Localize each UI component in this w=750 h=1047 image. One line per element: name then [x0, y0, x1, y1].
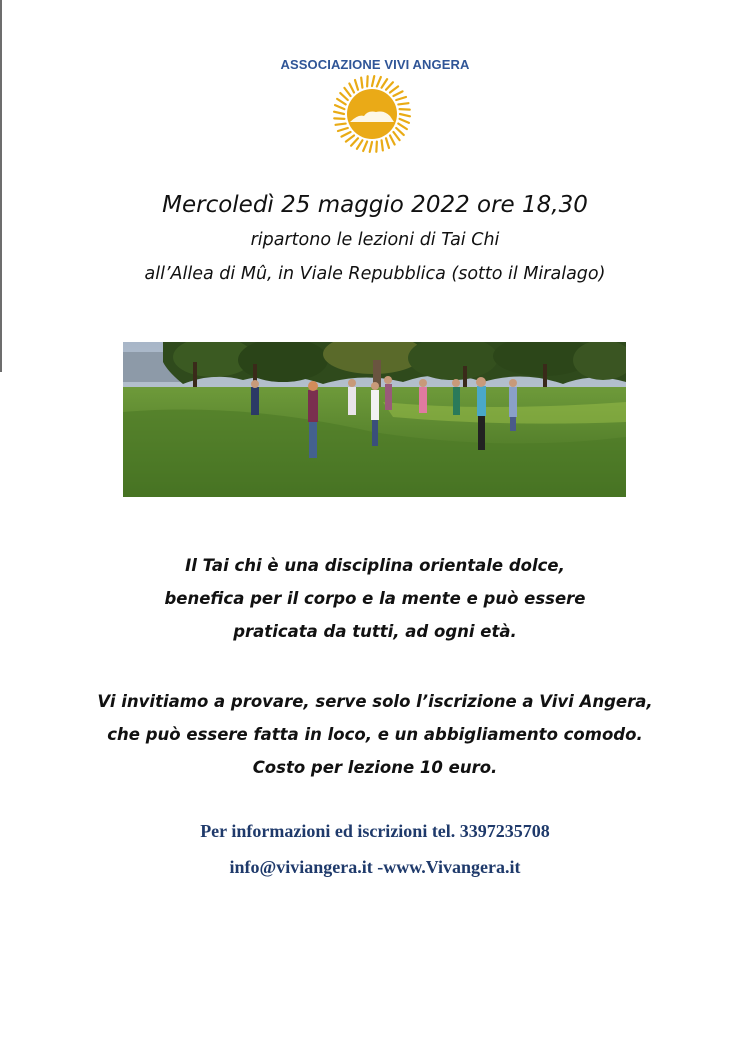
sun-ray: [351, 138, 358, 145]
sun-ray: [367, 76, 368, 86]
sun-ray: [386, 138, 389, 148]
sun-ray: [393, 91, 402, 96]
event-subtitle: ripartono le lezioni di Tai Chi: [250, 230, 500, 250]
sun-ray: [377, 77, 381, 86]
sun-ray: [400, 119, 409, 123]
sun-ray: [400, 114, 410, 116]
organization-name: ASSOCIAZIONE VIVI ANGERA: [280, 57, 470, 72]
sun-ray: [357, 140, 363, 149]
sun-ray: [390, 135, 395, 144]
sun-ray: [363, 142, 367, 151]
contact-web[interactable]: info@viviangera.it -www.Vivangera.it: [229, 857, 521, 877]
description-paragraph: [0, 549, 750, 648]
description-line: praticata da tutti, ad ogni età.: [233, 622, 517, 641]
event-location: all’Allea di Mû, in Viale Repubblica (sotto il Miralago): [144, 264, 606, 284]
invitation-line: Costo per lezione 10 euro.: [252, 758, 498, 777]
sun-ray: [396, 128, 403, 135]
tai-chi-photo: [123, 342, 626, 497]
sun-ray: [382, 140, 383, 150]
sun-ray: [376, 142, 377, 152]
sun-ray: [349, 83, 354, 92]
sun-ray: [370, 142, 372, 152]
left-margin-rule: [0, 0, 2, 372]
sun-ray: [338, 128, 348, 131]
sun-ray: [396, 97, 406, 100]
sun-ray: [398, 124, 407, 130]
sun-ray: [386, 82, 393, 89]
sun-ray: [340, 93, 347, 100]
sun-ray: [390, 86, 398, 92]
invitation-line: che può essere fatta in loco, e un abbigliamento comodo.: [107, 725, 643, 744]
sun-ray: [341, 132, 350, 137]
sun-ray: [398, 103, 408, 104]
sun-ray: [355, 80, 358, 90]
sun-ray: [346, 135, 354, 141]
sun-ray: [393, 132, 399, 140]
sun-ray: [335, 105, 344, 109]
sun-ray: [337, 99, 346, 105]
sun-ray: [334, 118, 344, 119]
sun-ray: [344, 88, 350, 96]
sun-ray: [361, 78, 362, 88]
description-line: benefica per il corpo e la mente e può essere: [164, 589, 586, 608]
contact-phone: Per informazioni ed iscrizioni tel. 3397235708: [200, 821, 550, 841]
invitation-line: Vi invitiamo a provare, serve solo l’iscrizione a Vivi Angera,: [97, 692, 653, 711]
sun-ray: [336, 124, 346, 125]
sun-ray: [334, 112, 344, 114]
sun-ray: [372, 76, 374, 86]
description-line: Il Tai chi è una disciplina orientale dolce,: [185, 556, 565, 575]
sun-ray: [400, 109, 410, 110]
event-date: Mercoledì 25 maggio 2022 ore 18,30: [162, 192, 588, 218]
sun-ray: [382, 79, 388, 88]
sun-logo-icon: [332, 74, 412, 154]
invitation-paragraph: [0, 685, 750, 784]
